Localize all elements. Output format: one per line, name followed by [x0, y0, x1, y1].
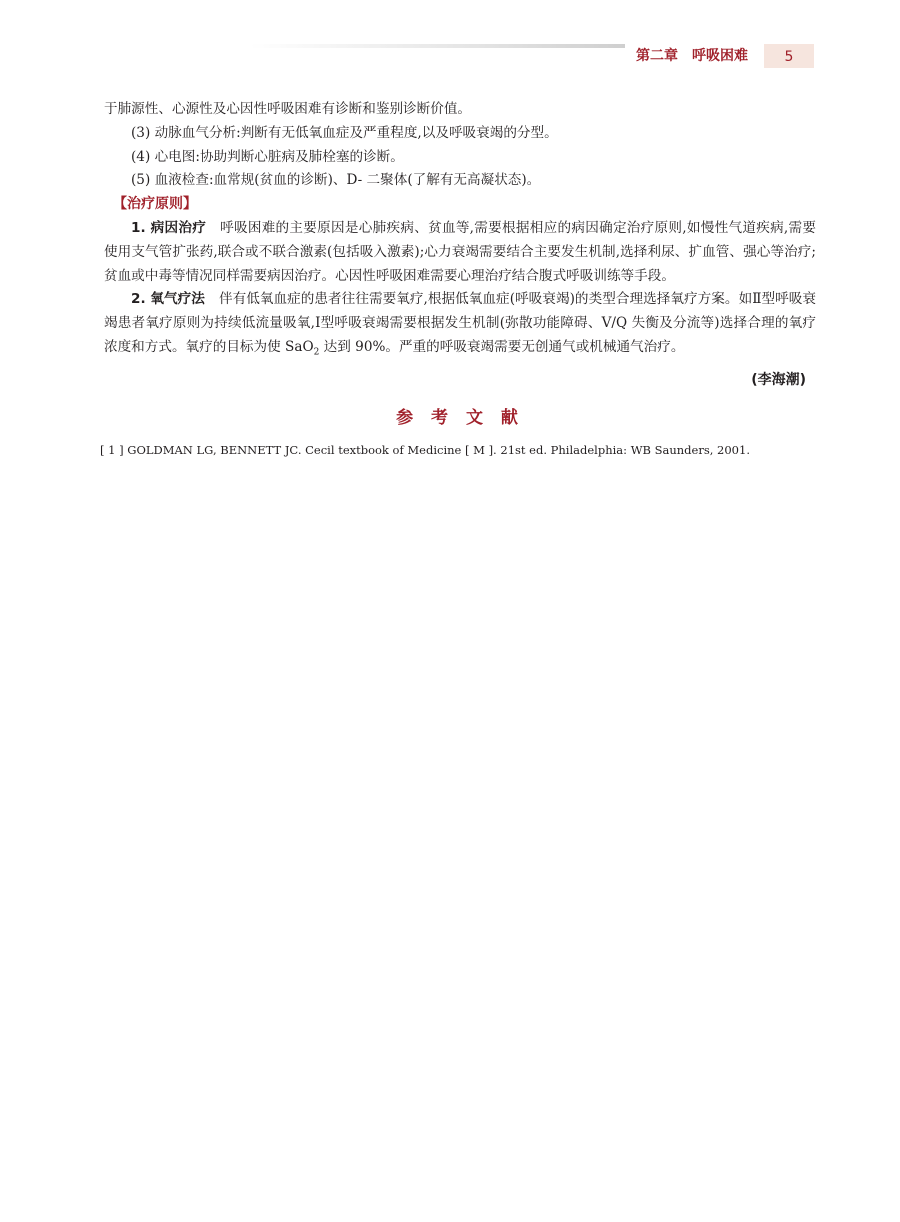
- sao2-subscript: 2: [313, 347, 320, 358]
- header-rule: [250, 44, 625, 48]
- reference-item: [ 1 ] GOLDMAN LG, BENNETT JC. Cecil textbook of Medicine [ M ]. 21st ed. Philadelphia: WB Saunders, 2001.: [100, 443, 750, 458]
- chapter-title: 呼吸困难: [692, 48, 748, 64]
- running-header: [636, 44, 748, 68]
- paragraph-continuation: 于肺源性、心源性及心因性呼吸困难有诊断和鉴别诊断价值。: [104, 101, 472, 117]
- term-etiology-treatment: 1. 病因治疗: [131, 219, 207, 236]
- page-number: 5: [764, 44, 814, 68]
- section-heading-wrap: [104, 193, 816, 217]
- paragraph-ecg: (4) 心电图:协助判断心脏病及肺栓塞的诊断。: [131, 148, 404, 165]
- page-body: [100, 98, 816, 459]
- text-oxygen-therapy-b: 达到 90%。严重的呼吸衰竭需要无创通气或机械通气治疗。: [319, 338, 685, 355]
- section-heading-treatment: 【治疗原则】: [113, 196, 197, 213]
- chapter-label: 第二章: [636, 48, 678, 64]
- term-oxygen-therapy: 2. 氧气疗法: [131, 291, 205, 308]
- paragraph-etiology-treatment: [104, 217, 816, 288]
- paragraph-blood-gas: (3) 动脉血气分析:判断有无低氧血症及严重程度,以及呼吸衰竭的分型。: [131, 124, 558, 141]
- text-etiology-treatment: 呼吸困难的主要原因是心肺疾病、贫血等,需要根据相应的病因确定治疗原则,如慢性气道疾病,需要使用支气管扩张药,联合或不联合激素(包括吸入激素);心力衰竭需要结合主要发生机制,选择利尿、扩血管、强心等治疗;贫血或中毒等情况同样需要病因治疗。心因性呼吸困难需要心理治疗结合腹式呼吸训练等手段。: [104, 219, 816, 284]
- text-oxygen-therapy-a: 伴有低氧血症的患者往往需要氧疗,根据低氧血症(呼吸衰竭)的类型合理选择氧疗方案。如Ⅱ型呼吸衰竭患者氧疗原则为持续低流量吸氧,Ⅰ型呼吸衰竭需要根据发生机制(弥散功能障碍、V/Q 失衡及分流等)选择合理的氧疗浓度和方式。氧疗的目标为使 SaO: [104, 291, 816, 355]
- paragraph-oxygen-therapy: [104, 288, 816, 365]
- references-title: 参 考 文 献: [396, 408, 524, 429]
- paragraph-blood-test: (5) 血液检查:血常规(贫血的诊断)、D- 二聚体(了解有无高凝状态)。: [131, 172, 541, 189]
- author-credit: (李海潮): [751, 372, 806, 389]
